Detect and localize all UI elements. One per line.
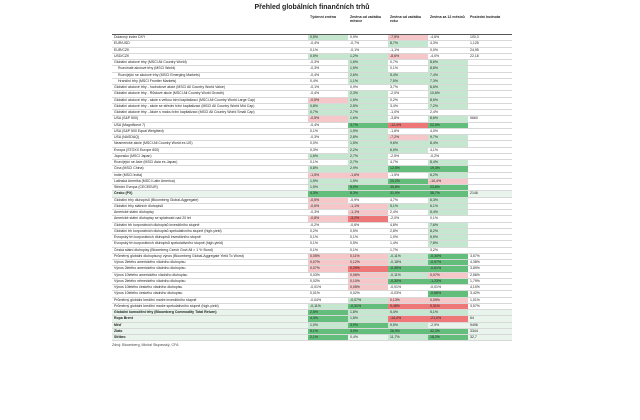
cell-weekly: 4,3% [308, 191, 348, 197]
cell-weekly: 0,01% [310, 291, 320, 296]
cell-12m: 4,1% [430, 147, 438, 152]
markets-table [112, 14, 512, 341]
cell-weekly: 1,5% [308, 178, 348, 184]
cell-12m: 8,8% [428, 66, 468, 72]
cell-mtd: 5,0% [348, 185, 388, 191]
cell-ytd: -2,0% [390, 216, 400, 221]
cell-ytd: -0,30% [388, 278, 428, 284]
cell-weekly: -0,8% [308, 216, 348, 222]
cell-ytd: 3,7% [390, 85, 398, 89]
cell-mtd: 0,12% [348, 260, 388, 266]
cell-mtd: 0,1% [350, 235, 358, 239]
cell-mtd: 2,2% [348, 147, 388, 153]
cell-ytd: 1,4% [390, 241, 398, 246]
cell-last-value: 32,7 [470, 335, 477, 339]
cell-12m: -0,01% [430, 285, 442, 289]
cell-mtd: 0,06% [348, 272, 388, 278]
cell-last-value: 24,95 [470, 47, 479, 52]
cell-weekly: 0,8% [308, 103, 348, 109]
cell-12m: 8,4% [428, 160, 468, 166]
cell-12m: 42,3% [428, 328, 468, 334]
cell-weekly: 0,1% [310, 160, 318, 164]
cell-ytd: 0,7% [390, 60, 398, 64]
cell-mtd: 0,9% [350, 35, 358, 39]
cell-12m: 7,6% [428, 222, 468, 228]
cell-ytd: 3,4% [390, 103, 398, 108]
cell-weekly: -0,3% [310, 135, 320, 139]
cell-weekly: 0,1% [310, 128, 318, 133]
header-weekly: Týdenní změna [308, 14, 348, 35]
row-label: Zlato [114, 328, 123, 333]
row-label: Výnos 10letého amerického vládního dluhopisu [114, 272, 188, 277]
cell-weekly: 0,05% [308, 253, 348, 259]
cell-weekly: -0,5% [308, 197, 348, 203]
cell-last-value: 1,01% [470, 297, 480, 302]
cell-mtd: 2,5% [348, 103, 388, 109]
cell-last-value: 100,3 [470, 35, 479, 39]
cell-last-value: 3,57% [470, 303, 480, 308]
cell-ytd: 20,2% [388, 178, 428, 184]
cell-12m: 4,0% [430, 128, 438, 133]
cell-ytd: -0,11% [388, 253, 428, 259]
cell-last-value: 3,89% [470, 266, 480, 271]
cell-weekly: 0,1% [310, 247, 318, 252]
cell-12m: 0,07% [428, 272, 468, 278]
cell-ytd: 0,1% [390, 66, 398, 71]
row-label: Evropský trh korporátních dluhopisů investičního stupně [114, 235, 201, 239]
cell-mtd: 2,3% [348, 91, 388, 97]
cell-ytd: 4,7% [390, 197, 398, 202]
row-label: Neamerické akcie (MSCI All Country World ex-US) [114, 141, 193, 146]
cell-weekly: -0,1% [310, 85, 320, 89]
row-label: Evropský trh korporátních dluhopisů spekulativního stupně (high-yield) [114, 241, 223, 246]
row-label: USD/CZK [114, 53, 130, 58]
cell-mtd: 0,9% [350, 85, 358, 89]
cell-ytd: 1,0% [390, 235, 398, 239]
cell-12m: 2,4% [430, 110, 438, 114]
cell-mtd: -0,7% [350, 41, 360, 46]
cell-12m: -1,23% [428, 278, 468, 284]
cell-last-value: 22,18 [470, 53, 479, 58]
row-label: Globální trhy dluhopisů (Bloomberg Global-Aggregate) [114, 197, 199, 202]
cell-12m: -4,6% [430, 35, 440, 39]
header-row [112, 14, 512, 35]
row-label: Globální trhy státních dluhopisů [114, 203, 164, 208]
cell-ytd: 5,1% [388, 203, 428, 209]
cell-weekly: 0,02% [310, 278, 320, 283]
cell-mtd: -0,6% [350, 222, 360, 227]
cell-weekly: -0,3% [310, 210, 320, 214]
cell-mtd: 1,1% [348, 78, 388, 84]
cell-12m: 6,2% [428, 172, 468, 178]
cell-last-value: 64 [470, 316, 474, 321]
row-label: Americké státní dluhopisy [114, 210, 154, 214]
cell-weekly: 0,1% [310, 47, 318, 52]
cell-12m: -0,97% [428, 260, 468, 266]
cell-12m: 5,5% [428, 235, 468, 241]
cell-last-value: 2146 [470, 191, 478, 196]
cell-weekly: -0,04% [310, 297, 322, 302]
cell-ytd: 9,6% [388, 141, 428, 147]
cell-ytd: -2,0% [390, 91, 400, 96]
cell-12m: 0,0% [430, 47, 438, 52]
cell-12m: 38,7% [428, 191, 468, 197]
cell-mtd: -1,1% [348, 210, 388, 216]
header-mtd: Změna od začátku měsíce [348, 14, 388, 35]
cell-mtd: 1,5% [348, 178, 388, 184]
cell-weekly: -0,3% [310, 60, 320, 64]
cell-mtd: -0,1% [350, 47, 360, 52]
table-row [112, 335, 512, 341]
cell-12m: 4,3% [430, 41, 438, 46]
row-label: Měď [114, 322, 122, 327]
cell-ytd: 9,5% [388, 322, 428, 328]
cell-ytd: -14,4% [388, 316, 428, 322]
row-label: Rozvíjející se Asie (MSCI Asia ex-Japan) [114, 160, 178, 164]
row-label: Globální akciové trhy (MSCI All Country World) [114, 60, 187, 64]
cell-ytd: -7,5% [388, 35, 428, 41]
cell-ytd: 26,9% [388, 328, 428, 334]
cell-weekly: 0,07% [308, 266, 348, 272]
cell-mtd: 1,8% [348, 310, 388, 316]
cell-12m: 8,4% [428, 141, 468, 147]
cell-12m: -4,0% [430, 53, 440, 58]
cell-ytd: 8,7% [388, 41, 428, 47]
cell-12m: 8,2% [428, 228, 468, 234]
cell-12m: -0,34% [428, 253, 468, 259]
row-label: Průměrný globální kreditní marže spekulativního stupně (high-yield) [114, 303, 219, 308]
cell-weekly: -0,4% [310, 122, 320, 127]
cell-last-value: 4,10% [470, 285, 480, 289]
cell-mtd: -0,9% [350, 197, 360, 202]
cell-12m: 6,6% [428, 85, 468, 91]
cell-ytd: -1,5% [390, 172, 400, 177]
header-12m: Změna za 12 měsíců [428, 14, 468, 35]
cell-last-value: 3,57% [470, 253, 480, 258]
cell-12m: 0,31% [428, 303, 468, 309]
cell-12m: 8,5% [428, 97, 468, 103]
cell-12m: 0,09% [428, 297, 468, 303]
cell-weekly: -0,5% [308, 116, 348, 122]
row-label: Hraniční trhy (MSCI Frontier Markets) [118, 78, 177, 83]
cell-weekly: -1,5% [308, 172, 348, 178]
cell-weekly: 0,2% [310, 228, 318, 233]
cell-mtd: 1,5% [348, 66, 388, 72]
row-label: Česká státní dluhopisy (Bloomberg Czech Govt All > 1 Yr Bond) [114, 247, 213, 252]
cell-mtd: 2,7% [348, 160, 388, 166]
cell-mtd: -0,31% [348, 303, 388, 309]
row-label: EUR/USD [114, 41, 130, 46]
page-title: Přehled globálních finančních trhů [254, 4, 370, 11]
cell-mtd: -1,1% [348, 203, 388, 209]
cell-last-value: 5660 [470, 116, 478, 121]
cell-12m: 7,4% [428, 72, 468, 78]
cell-12m: 23,6% [428, 185, 468, 191]
row-label: Výnos 2letého amerického vládního dluhopisu [114, 266, 186, 271]
cell-mtd: 8,3% [348, 191, 388, 197]
cell-ytd: -7,2% [388, 135, 428, 141]
cell-weekly: 0,5% [308, 53, 348, 59]
cell-12m: 0,1% [430, 216, 438, 221]
cell-last-value: 1,125 [470, 41, 479, 46]
row-label: USA (S&P 500 Equal Weighted) [114, 128, 164, 133]
row-label: Střední Evropa (CECEEUR) [114, 185, 158, 189]
cell-12m: -0,61% [428, 266, 468, 272]
cell-mtd: 1,5% [348, 97, 388, 103]
cell-mtd: 0,29% [348, 266, 388, 272]
row-label: EUR/CZK [114, 47, 130, 52]
cell-weekly: 2,5% [308, 310, 348, 316]
row-label: Průměrný globální dluhopisový výnos (Bloomberg Global-Aggregate Yield To Worst) [114, 253, 244, 258]
cell-mtd: 0,4% [350, 335, 358, 339]
row-label: Evropa (STOXX Europe 600) [114, 147, 160, 152]
row-label: Výnos 10letého českého vládního dluhopisu [114, 285, 183, 289]
cell-weekly: -0,11% [308, 303, 348, 309]
row-label: Stříbro [114, 335, 126, 339]
row-label: Průměrný globální kreditní marže investičního stupně [114, 297, 197, 302]
row-label: Globální trh korporátních dluhopisů investičního stupně [114, 222, 200, 227]
row-label: Americké státní dluhopisy se splatností nad 20 let [114, 216, 191, 221]
header-instrument [112, 14, 308, 35]
cell-ytd: 2,4% [390, 210, 398, 214]
cell-12m: 6,3% [428, 197, 468, 203]
cell-last-value: 4,38% [470, 260, 480, 264]
cell-mtd: 1,8% [348, 316, 388, 322]
cell-12m: 3,2% [430, 247, 438, 252]
cell-ytd: -0,01% [390, 285, 402, 289]
cell-ytd: 6,0% [388, 147, 428, 153]
cell-12m: 8,6% [428, 60, 468, 66]
cell-ytd: 0,13% [388, 297, 428, 303]
row-label: Čína (MSCI China) [114, 166, 144, 171]
cell-weekly: -0,2% [310, 222, 320, 227]
cell-mtd: 1,9% [348, 128, 388, 134]
cell-ytd: -8,6% [388, 53, 428, 59]
row-label: Česko (PX) [114, 191, 133, 196]
cell-weekly: -0,4% [310, 91, 320, 96]
cell-weekly: 1,0% [308, 322, 348, 328]
cell-weekly: -0,3% [310, 66, 320, 71]
cell-ytd: 5,4% [388, 310, 428, 316]
document [112, 2, 512, 347]
cell-mtd: 1,6% [348, 116, 388, 122]
cell-mtd: 1,2% [348, 53, 388, 59]
cell-last-value: 3344 [470, 328, 478, 333]
cell-ytd: 4,7% [390, 160, 398, 164]
cell-ytd: 7,5% [388, 78, 428, 84]
cell-ytd: 4,8% [390, 222, 398, 227]
row-label: Japonsko (MSCI Japan) [114, 153, 152, 158]
cell-mtd: 0,02% [350, 291, 360, 296]
cell-weekly: 0,0% [310, 141, 318, 146]
cell-ytd: -12,4% [388, 122, 428, 128]
cell-ytd: 1,7% [390, 247, 398, 252]
row-label: Latinská Amerika (MSCI Latin America) [114, 178, 175, 183]
cell-last-value: 2,56% [470, 272, 480, 277]
row-label: Výnos 10letého českého vládního dluhopisu [114, 291, 183, 296]
cell-mtd: 0,05% [348, 285, 388, 291]
cell-mtd: 2,7% [348, 110, 388, 116]
cell-ytd: 2,8% [390, 228, 398, 233]
header-last-value: Poslední hodnota [468, 14, 512, 35]
cell-mtd: 2,9% [348, 166, 388, 172]
cell-ytd: 11,7% [388, 335, 428, 341]
cell-12m: 19,3% [428, 166, 468, 172]
cell-weekly: -0,5% [308, 97, 348, 103]
cell-12m: -10,4% [428, 178, 468, 184]
cell-last-value: 9496 [470, 322, 478, 327]
cell-ytd: -1,0% [390, 110, 400, 114]
cell-ytd: 0,48% [388, 303, 428, 309]
cell-mtd: 0,5% [350, 241, 358, 246]
cell-12m: 7,8% [428, 241, 468, 247]
cell-ytd: 0,2% [390, 97, 398, 102]
cell-ytd: -0,11% [388, 272, 428, 278]
cell-12m: 5,4% [428, 210, 468, 216]
cell-weekly: 0,07% [308, 260, 348, 266]
cell-last-value: 3,42% [470, 291, 480, 296]
cell-weekly: 0,1% [310, 235, 318, 239]
cell-weekly: 1,6% [308, 153, 348, 159]
cell-mtd: 0,10% [348, 278, 388, 284]
cell-mtd: 2,8% [348, 135, 388, 141]
cell-12m: -0,66% [428, 291, 468, 297]
cell-weekly: 0,1% [310, 241, 318, 246]
cell-weekly: 0,4% [310, 78, 318, 83]
cell-12m: -2,9% [430, 322, 440, 327]
cell-weekly: 0,03% [310, 272, 320, 277]
cell-12m: 8,6% [428, 116, 468, 122]
row-label: Globální akciové trhy - akcie s velkou tržní kapitalizací (MSCI All Country World Large Cap) [114, 97, 256, 102]
cell-12m: -0,2% [430, 153, 440, 158]
row-label: USA (S&P 500) [114, 116, 139, 121]
cell-ytd: 31,9% [388, 191, 428, 197]
row-label: USA (NASDAQ) [114, 135, 140, 139]
row-label: Globální komoditní trhy (Bloomberg Commodity Total Return) [114, 310, 217, 314]
cell-ytd: -0,18% [388, 260, 428, 266]
cell-weekly: 0,3% [310, 147, 318, 152]
cell-ytd: -2,5% [390, 153, 400, 158]
cell-mtd: 3,9% [348, 328, 388, 334]
cell-ytd: -3,8% [390, 116, 400, 121]
cell-ytd: 5,4% [388, 72, 428, 78]
cell-mtd: 0,1% [350, 247, 358, 252]
row-label: Výnos 2letého amerického vládního dluhopisu [114, 260, 186, 264]
cell-weekly: -0,4% [310, 72, 320, 77]
cell-mtd: -3,2% [348, 216, 388, 222]
row-label: Globální akciové trhy - Akcie s malou tržní kapitalizací (MSCI All Country World Small Cap) [114, 110, 255, 114]
cell-weekly: 5,1% [308, 328, 348, 334]
cell-12m: 22,0% [428, 122, 468, 128]
cell-ytd: -0,35% [388, 266, 428, 272]
cell-mtd: 2,6% [348, 72, 388, 78]
cell-mtd: 0,5% [350, 228, 358, 233]
cell-12m: -21,0% [428, 316, 468, 322]
header-ytd: Změna od začátku roku [388, 14, 428, 35]
row-label: Dolarový index DXY [114, 35, 146, 39]
row-label: USA (Magnificent 7) [114, 122, 146, 127]
cell-mtd: 2,7% [348, 153, 388, 159]
row-label: Globální trh korporátních dluhopisů spekulativního stupně (high-yield) [114, 228, 222, 233]
row-label: Výnos 2letého německého vládního dluhopisu [114, 278, 186, 283]
cell-12m: 18,2% [428, 335, 468, 341]
cell-ytd: -1,6% [390, 128, 400, 133]
cell-weekly: 0,5% [308, 35, 348, 41]
cell-mtd: 3,7% [348, 122, 388, 128]
cell-ytd: 12,5% [388, 166, 428, 172]
cell-12m: 5,1% [428, 310, 468, 316]
row-label: Globální akciové trhy - Růstové akcie (MSCI All Country World Growth) [114, 91, 225, 96]
cell-12m: 7,3% [428, 78, 468, 84]
cell-ytd: -0,03% [390, 291, 402, 296]
row-label: Globální akciové trhy - hodnotové akcie (MSCI All Country World Value) [114, 85, 225, 89]
cell-12m: 9,7% [428, 135, 468, 141]
row-label: Indie (MSCI India) [114, 172, 143, 177]
cell-mtd: 3,9% [348, 322, 388, 328]
cell-ytd: 35,8% [388, 185, 428, 191]
row-label: Rozvíjející se akciové trhy (MSCI Emerging Markets) [118, 72, 200, 77]
cell-mtd: -1,6% [348, 172, 388, 178]
cell-12m: 10,6% [428, 91, 468, 97]
cell-last-value: 1,79% [470, 278, 480, 283]
cell-mtd: -0,07% [348, 297, 388, 303]
cell-weekly: 2,1% [308, 335, 348, 341]
cell-weekly: -0,01% [310, 285, 322, 289]
cell-weekly: 0,8% [308, 166, 348, 172]
cell-mtd: 1,5% [348, 141, 388, 147]
cell-mtd: 1,6% [348, 60, 388, 66]
cell-mtd: 0,11% [348, 253, 388, 259]
cell-weekly: 4,3% [308, 316, 348, 322]
cell-weekly: 0,7% [308, 110, 348, 116]
cell-weekly: -0,4% [310, 41, 320, 46]
source-note: Zdroj: Bloomberg, Michal Stupavský, CFA [112, 343, 179, 348]
row-label: Ropa Brent [114, 316, 133, 321]
cell-12m: 7,2% [428, 103, 468, 109]
cell-weekly: 1,5% [308, 185, 348, 191]
row-label: Globální akciové trhy - akcie se střední tržní kapitalizací (MSCI All Country World Mid Cap) [114, 103, 255, 108]
cell-12m: 6,1% [428, 203, 468, 209]
cell-weekly: -0,6% [308, 203, 348, 209]
cell-ytd: -1,1% [390, 47, 400, 52]
row-label: Rozvinuté akciové trhy (MSCI World) [118, 66, 176, 71]
